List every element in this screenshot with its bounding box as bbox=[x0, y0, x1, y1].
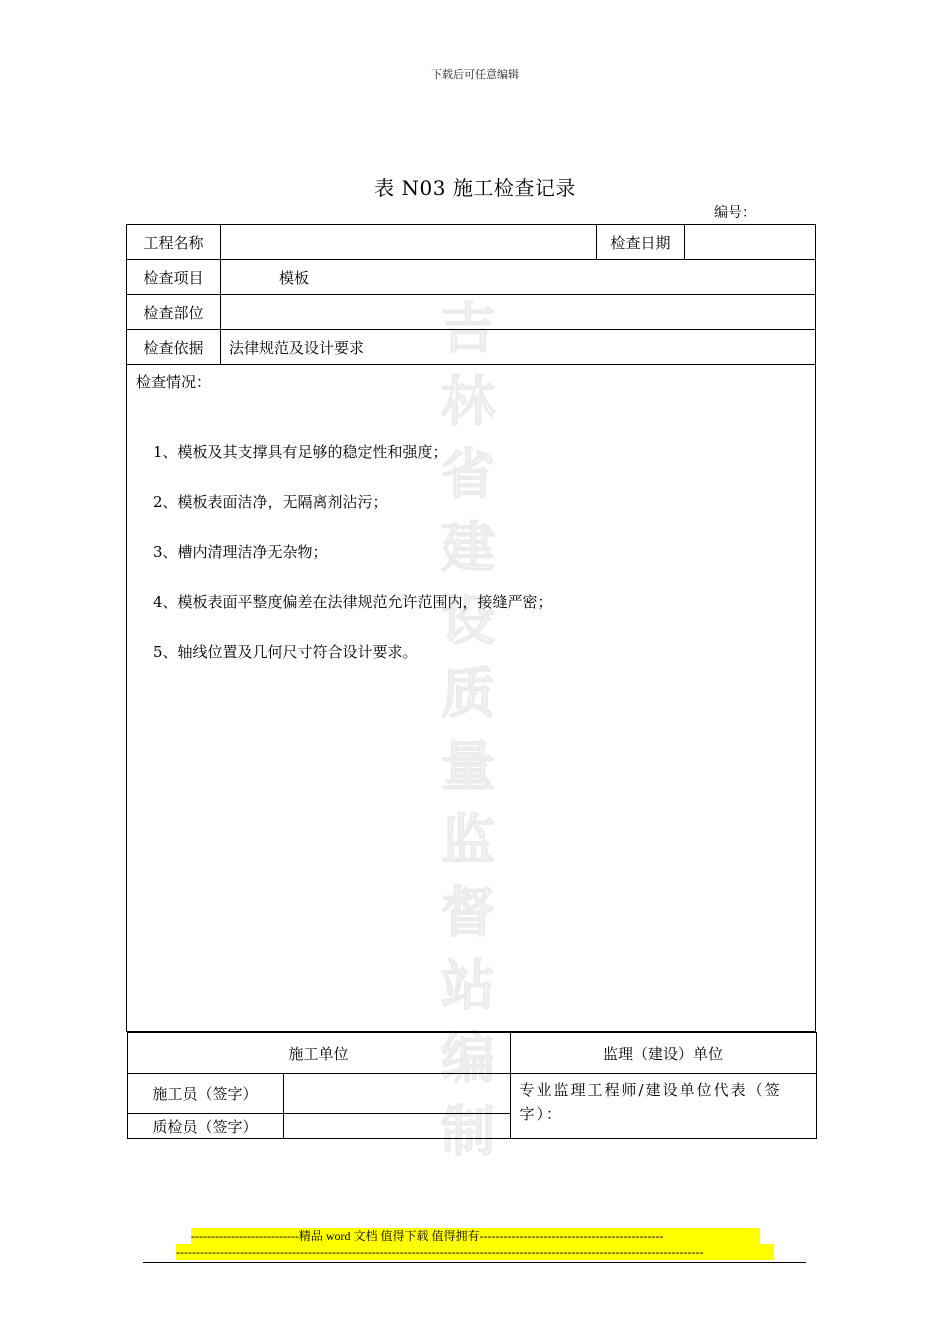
watermark-char: 省 bbox=[441, 443, 495, 506]
project-name-field[interactable] bbox=[221, 225, 597, 260]
inspector-sign-label: 质检员（签字） bbox=[127, 1114, 283, 1139]
watermark-char: 质 bbox=[441, 662, 495, 725]
project-name-label: 工程名称 bbox=[127, 225, 221, 260]
signature-table bbox=[127, 1032, 817, 1139]
footer-line-1: ---------------------------精品 word 文档 值得下载 值得拥有---------------------------------------------- bbox=[191, 1228, 760, 1244]
check-basis-label: 检查依据 bbox=[127, 330, 221, 365]
row-project-name bbox=[127, 225, 816, 260]
page-title: 表 N03 施工检查记录 bbox=[374, 176, 576, 200]
check-item-field[interactable]: 模板 bbox=[221, 260, 816, 295]
construction-unit-label: 施工单位 bbox=[127, 1033, 510, 1074]
serial-number-label: 编号： bbox=[714, 205, 756, 221]
check-item-1: 1、模板及其支撑具有足够的稳定性和强度； bbox=[153, 443, 448, 461]
constructor-row bbox=[127, 1074, 816, 1114]
check-status-label: 检查情况： bbox=[136, 373, 212, 391]
signature-section bbox=[127, 1032, 816, 1140]
watermark-char: 监 bbox=[441, 808, 495, 871]
check-status-cell[interactable] bbox=[127, 365, 816, 1032]
supervisor-sign-field[interactable]: 专业监理工程师/建设单位代表（签字）： bbox=[510, 1074, 816, 1139]
header-note: 下载后可任意编辑 bbox=[431, 68, 519, 81]
footer-line-2: ------------------------------------------------------------------------------------------------------------------------------------ bbox=[176, 1244, 774, 1260]
check-location-field[interactable] bbox=[221, 295, 816, 330]
watermark-char: 督 bbox=[441, 881, 495, 944]
row-check-location bbox=[127, 295, 816, 330]
check-location-label: 检查部位 bbox=[127, 295, 221, 330]
inspector-sign-field[interactable] bbox=[283, 1114, 510, 1139]
row-signatures bbox=[127, 1032, 816, 1140]
row-check-item bbox=[127, 260, 816, 295]
constructor-sign-label: 施工员（签字） bbox=[127, 1074, 283, 1114]
watermark-char: 量 bbox=[441, 735, 495, 798]
check-date-field[interactable] bbox=[685, 225, 816, 260]
check-items-list bbox=[153, 442, 553, 692]
check-date-label: 检查日期 bbox=[597, 225, 685, 260]
watermark-char: 建 bbox=[441, 516, 495, 579]
constructor-sign-field[interactable] bbox=[283, 1074, 510, 1114]
footer-divider bbox=[143, 1262, 806, 1263]
check-basis-field[interactable]: 法律规范及设计要求 bbox=[221, 330, 816, 365]
check-item-label: 检查项目 bbox=[127, 260, 221, 295]
watermark-char: 设 bbox=[441, 589, 495, 652]
watermark-char: 林 bbox=[441, 370, 495, 433]
row-check-basis bbox=[127, 330, 816, 365]
watermark-char: 吉 bbox=[441, 297, 495, 360]
supervision-unit-label: 监理（建设）单位 bbox=[510, 1033, 816, 1074]
check-item-2: 2、模板表面洁净，无隔离剂沾污； bbox=[153, 493, 388, 511]
watermark-char: 站 bbox=[441, 954, 495, 1017]
row-check-status bbox=[127, 365, 816, 1032]
footer-banner bbox=[176, 1228, 774, 1260]
check-item-3: 3、槽内清理洁净无杂物； bbox=[153, 543, 328, 561]
watermark-char: 编 bbox=[441, 1027, 495, 1090]
signature-header-row bbox=[127, 1033, 816, 1074]
check-item-4: 4、模板表面平整度偏差在法律规范允许范围内，接缝严密； bbox=[153, 593, 553, 611]
inspection-form-table bbox=[126, 224, 816, 1139]
watermark-char: 制 bbox=[441, 1100, 495, 1163]
check-item-5: 5、轴线位置及几何尺寸符合设计要求。 bbox=[153, 643, 418, 661]
